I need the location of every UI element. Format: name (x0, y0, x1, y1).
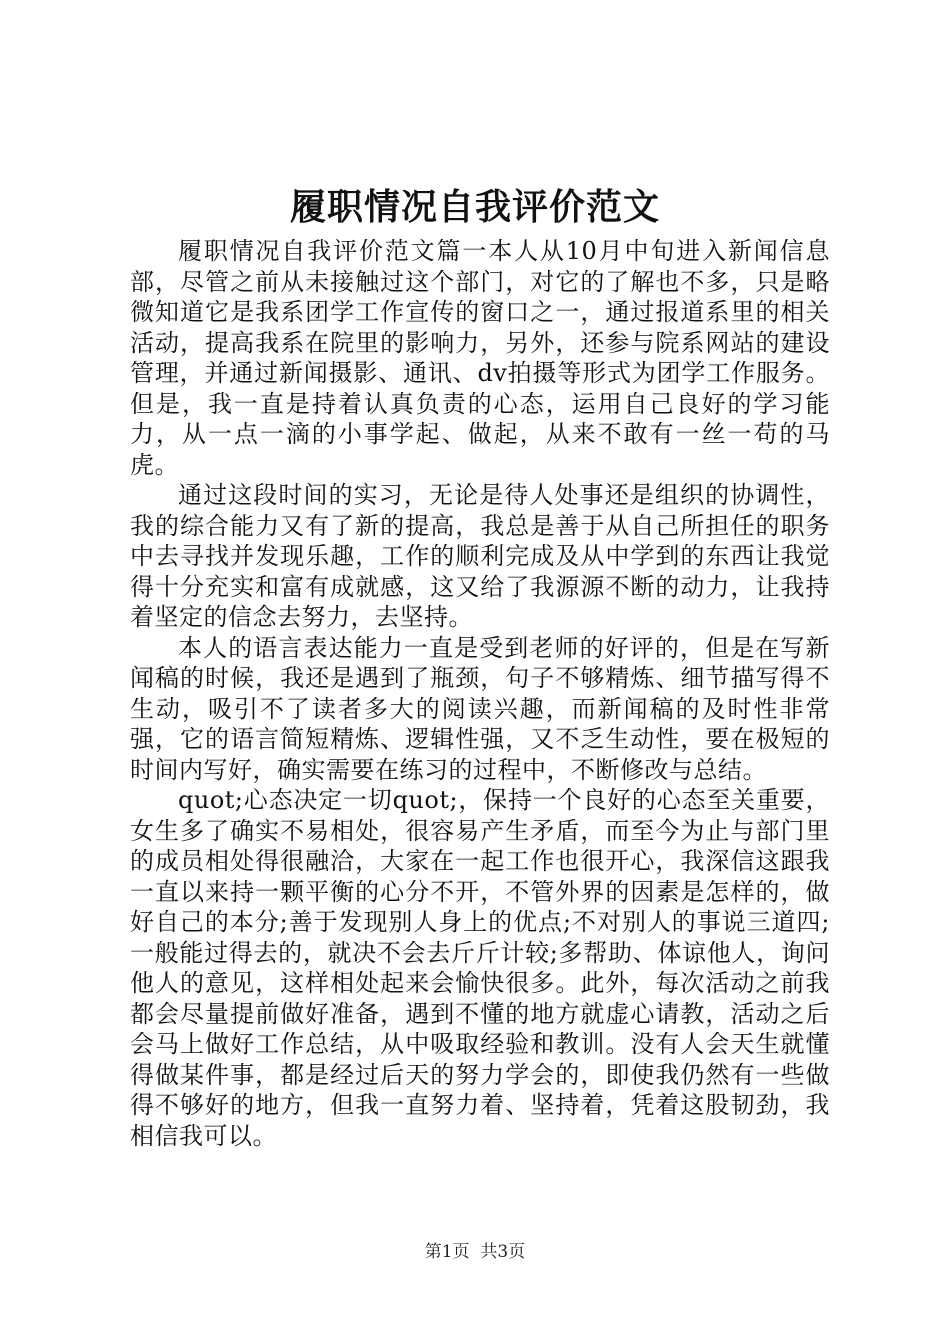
document-title: 履职情况自我评价范文 (289, 187, 660, 228)
body-paragraph: 通过这段时间的实习，无论是待人处事还是组织的协调性，我的综合能力又有了新的提高，我总是善于从自己所担任的职务中去寻找并发现乐趣，工作的顺利完成及从中学到的东西让我觉得十分充实和富有成就感，这又给了我源源不断的动力，让我持着坚定的信念去努力，去坚持。 (130, 481, 830, 631)
page-footer (0, 1240, 950, 1264)
body-paragraph: 本人的语言表达能力一直是受到老师的好评的，但是在写新闻稿的时候，我还是遇到了瓶颈，句子不够精炼、细节描写得不生动，吸引不了读者多大的阅读兴趣，而新闻稿的及时性非常强，它的语言简短精炼、逻辑性强，又不乏生动性，要在极短的时间内写好，确实需要在练习的过程中，不断修改与总结。 (130, 633, 830, 784)
page-number: 第1页 (424, 1242, 470, 1262)
body-paragraph: quot;心态决定一切quot;，保持一个良好的心态至关重要，女生多了确实不易相处，很容易产生矛盾，而至今为止与部门里的成员相处得很融洽，大家在一起工作也很开心，我深信这跟我一直以来持一颗平衡的心分不开，不管外界的因素是怎样的，做好自己的本分;善于发现别人身上的优点;不对别人的事说三道四;一般能过得去的，就决不会去斤斤计较;多帮助、体谅他人，询问他人的意见，这样相处起来会愉快很多。此外，每次活动之前我都会尽量提前做好准备，遇到不懂的地方就虚心请教，活动之后会马上做好工作总结，从中吸取经验和教训。没有人会天生就懂得做某件事，都是经过后天的努力学会的，即使我仍然有一些做得不够好的地方，但我一直努力着、坚持着，凭着这股韧劲，我相信我可以。 (130, 786, 830, 1150)
body-paragraph: 履职情况自我评价范文篇一本人从10月中旬进入新闻信息部，尽管之前从未接触过这个部门，对它的了解也不多，只是略微知道它是我系团学工作宣传的窗口之一，通过报道系里的相关活动，提高我系在院里的影响力，另外，还参与院系网站的建设管理，并通过新闻摄影、通讯、dv拍摄等形式为团学工作服务。但是，我一直是持着认真负责的心态，运用自己良好的学习能力，从一点一滴的小事学起、做起，从来不敢有一丝一苟的马虎。 (130, 237, 830, 479)
document-body (130, 236, 830, 1151)
page-total: 共3页 (480, 1242, 526, 1262)
